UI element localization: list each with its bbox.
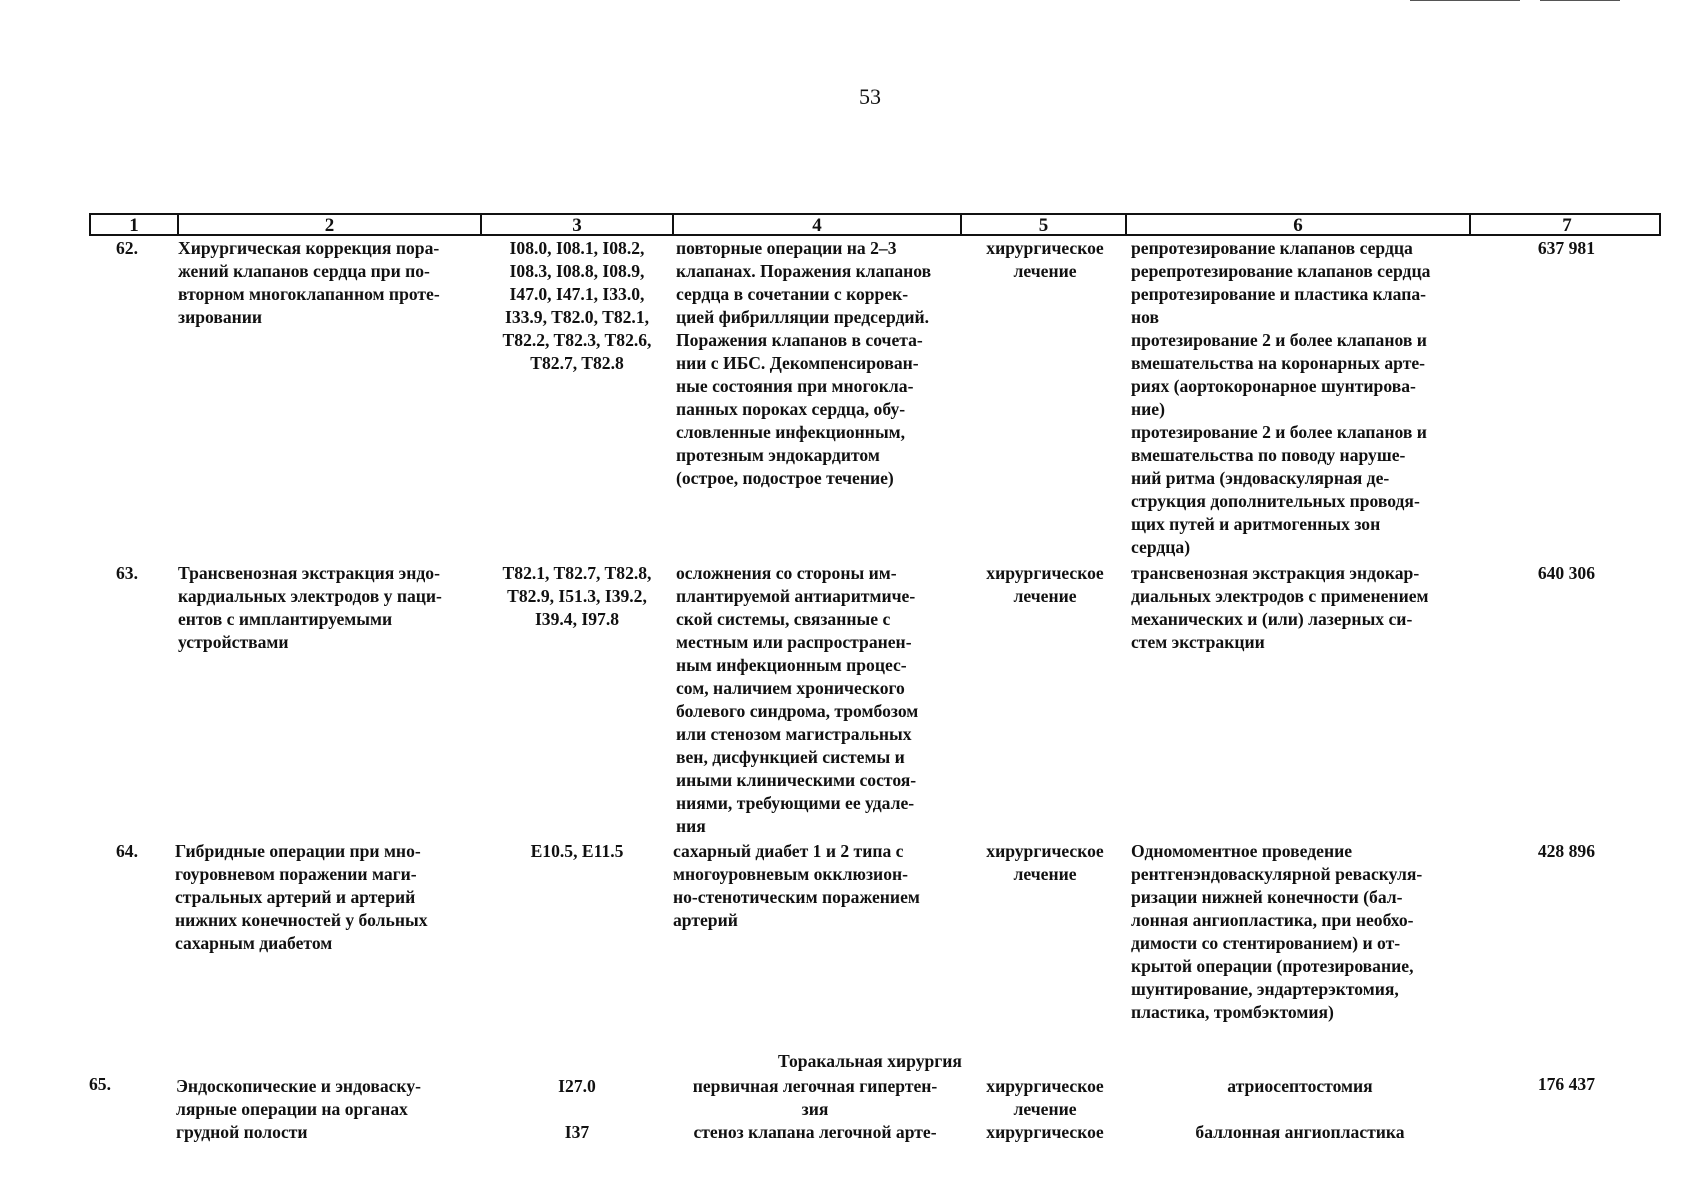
- row-number: 62.: [116, 238, 138, 258]
- row-method: трансвенозная экстракция эндокар- диальных электродов с применением механических и (или) лазерных си- стем экстракции: [1131, 563, 1429, 652]
- row-codes: I37: [564, 1122, 590, 1142]
- row-codes: E10.5, E11.5: [530, 841, 624, 861]
- row-model: первичная легочная гипертен- зия: [692, 1076, 938, 1119]
- row-treatment: хирургическое: [986, 1122, 1104, 1142]
- table-header-row: [89, 213, 1661, 236]
- row-cost: 176 437: [1537, 1074, 1595, 1094]
- row-codes: I27.0: [558, 1076, 596, 1096]
- row-model: сахарный диабет 1 и 2 типа с многоуровневым окклюзион- но-стенотическим поражением артерий: [673, 841, 920, 930]
- header-cell-6: 6: [1125, 215, 1469, 234]
- page-number: 53: [859, 84, 881, 109]
- row-method: Одномоментное проведение рентгенэндоваскулярной реваскуля- ризации нижней конечности (бал- лонная ангиопластика, при необхо- димости со стентированием) и от- крытой операции (протезирование, шунтирование, эндартерэктомия, пластика, тромбэктомия): [1131, 841, 1423, 1022]
- row-method: баллонная ангиопластика: [1195, 1122, 1405, 1142]
- row-name: Трансвенозная экстракция эндо- кардиальных электродов у паци- ентов с имплантируемыми устройствами: [178, 563, 442, 652]
- header-cell-3: 3: [480, 215, 672, 234]
- header-cell-7: 7: [1469, 215, 1663, 234]
- row-model: повторные операции на 2–3 клапанах. Поражения клапанов сердца в сочетании с коррек- цией фибрилляции предсердий. Поражения клапанов в сочета- нии с ИБС. Декомпенсирован- ные состояния при многокла- панных пороках сердца, обу- словленные инфекционным, протезным эндокардитом (острое, подострое течение): [676, 238, 932, 488]
- row-cost: 637 981: [1537, 238, 1595, 258]
- row-cost: 640 306: [1537, 563, 1595, 583]
- header-cell-4: 4: [672, 215, 960, 234]
- scan-mark: [1410, 0, 1520, 1]
- row-method: репротезирование клапанов сердца ререпротезирование клапанов сердца репротезирование и пластика клапа- нов протезирование 2 и более клапанов и вмешательства на коронарных арте- риях (аортокоронарное шунтирова- ние) протезирование 2 и более клапанов и вмешательства по поводу наруше- ний ритма (эндоваскулярная де- струкция дополнительных проводя- щих путей и аритмогенных зон сердца): [1131, 238, 1431, 557]
- row-codes: T82.1, T82.7, T82.8, T82.9, I51.3, I39.2, I39.4, I97.8: [502, 563, 652, 629]
- row-name: Гибридные операции при мно- гоуровневом поражении маги- стральных артерий и артерий нижних конечностей у больных сахарным диабетом: [175, 841, 428, 953]
- row-number: 64.: [116, 841, 138, 861]
- row-name: Эндоскопические и эндоваску- лярные операции на органах грудной полости: [176, 1076, 421, 1142]
- row-number: 65.: [89, 1074, 111, 1094]
- row-model: осложнения со стороны им- плантируемой антиаритмиче- ской системы, связанные с местным или распространен- ным инфекционным процес- сом, наличием хронического болевого синдрома, тромбозом или стенозом магистральных вен, дисфункцией системы и иными клиническими состоя- ниями, требующими ее удале- ния: [676, 563, 919, 836]
- row-number: 63.: [116, 563, 138, 583]
- section-title: Торакальная хирургия: [778, 1051, 962, 1071]
- row-treatment: хирургическое лечение: [986, 1076, 1104, 1119]
- scan-mark: [1540, 0, 1620, 1]
- row-codes: I08.0, I08.1, I08.2, I08.3, I08.8, I08.9, I47.0, I47.1, I33.0, I33.9, T82.0, T82.1, T82.2, T82.3, T82.6, T82.7, T82.8: [502, 238, 652, 373]
- row-method: атриосептостомия: [1227, 1076, 1373, 1096]
- header-cell-1: 1: [129, 215, 139, 236]
- row-treatment: хирургическое лечение: [986, 563, 1104, 606]
- header-cell-5: 5: [960, 215, 1125, 234]
- row-treatment: хирургическое лечение: [986, 841, 1104, 884]
- header-cell-2: 2: [177, 215, 480, 234]
- row-cost: 428 896: [1537, 841, 1595, 861]
- row-name: Хирургическая коррекция пора- жений клапанов сердца при по- вторном многоклапанном проте- зировании: [178, 238, 440, 327]
- row-model: стеноз клапана легочной арте-: [693, 1122, 937, 1142]
- row-treatment: хирургическое лечение: [986, 238, 1104, 281]
